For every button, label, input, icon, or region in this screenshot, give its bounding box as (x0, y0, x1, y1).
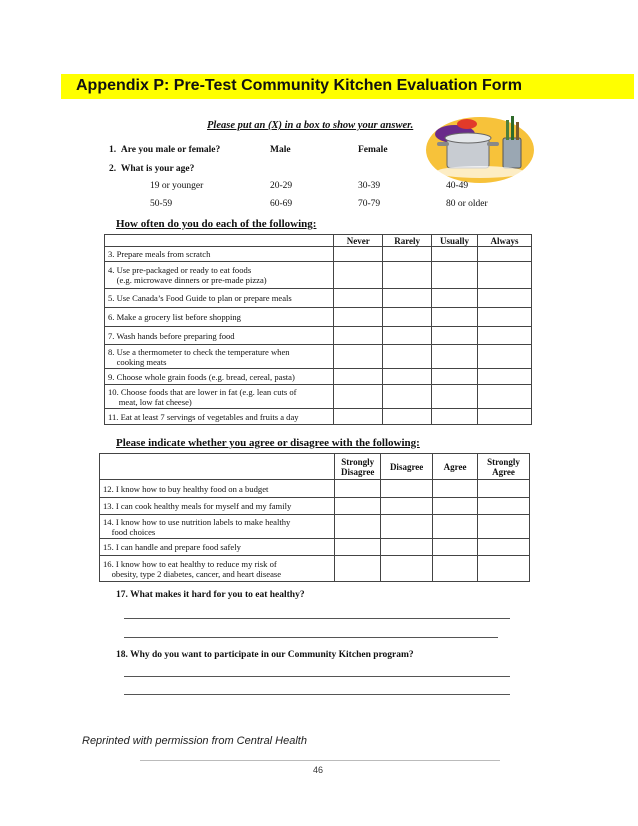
answer-box[interactable] (383, 262, 432, 289)
q2-number: 2. (109, 164, 117, 174)
answer-box[interactable] (432, 369, 478, 385)
table-row (105, 345, 532, 369)
row-text: 14. I know how to use nutrition labels to make healthy food choices (100, 515, 335, 539)
answer-box[interactable] (334, 247, 383, 262)
answer-box[interactable] (478, 247, 532, 262)
table-row (100, 515, 530, 539)
row-text: 6. Make a grocery list before shopping (105, 308, 334, 327)
col-header: Always (478, 235, 532, 247)
answer-box[interactable] (381, 539, 433, 556)
row-text: 8. Use a thermometer to check the temperature when cooking meats (105, 345, 334, 369)
answer-box[interactable] (433, 480, 478, 498)
answer-box[interactable] (335, 515, 381, 539)
answer-box[interactable] (478, 289, 532, 308)
answer-box[interactable] (383, 369, 432, 385)
answer-line[interactable] (124, 676, 510, 677)
answer-box[interactable] (432, 345, 478, 369)
option-male[interactable]: Male (270, 145, 291, 155)
answer-box[interactable] (383, 247, 432, 262)
page-title: Appendix P: Pre-Test Community Kitchen Evaluation Form (76, 77, 522, 94)
answer-box[interactable] (383, 327, 432, 345)
answer-box[interactable] (334, 308, 383, 327)
answer-line[interactable] (124, 694, 510, 695)
age-option[interactable]: 30-39 (358, 181, 381, 191)
row-text: 7. Wash hands before preparing food (105, 327, 334, 345)
empty-header (100, 454, 335, 480)
answer-box[interactable] (478, 385, 532, 409)
answer-line[interactable] (124, 618, 510, 619)
answer-box[interactable] (478, 556, 530, 582)
table-row (100, 498, 530, 515)
q1-text: Are you male or female? (120, 145, 221, 155)
agreement-table (99, 453, 530, 582)
answer-box[interactable] (478, 262, 532, 289)
row-text: 4. Use pre-packaged or ready to eat foods (e.g. microwave dinners or pre-made pizza) (105, 262, 334, 289)
answer-box[interactable] (334, 289, 383, 308)
answer-box[interactable] (381, 515, 433, 539)
question-2 (109, 164, 194, 174)
col-header: Usually (432, 235, 478, 247)
table-row (105, 247, 532, 262)
answer-box[interactable] (381, 480, 433, 498)
answer-box[interactable] (478, 539, 530, 556)
answer-box[interactable] (478, 327, 532, 345)
answer-box[interactable] (334, 327, 383, 345)
col-header: Rarely (383, 235, 432, 247)
answer-box[interactable] (433, 556, 478, 582)
age-option[interactable]: 40-49 (446, 181, 469, 191)
q2-text: What is your age? (120, 164, 195, 174)
col-header: Agree (433, 454, 478, 480)
frequency-header-row (105, 235, 532, 247)
question-1 (109, 145, 220, 155)
answer-box[interactable] (432, 327, 478, 345)
footer-divider (140, 760, 500, 761)
col-header: Strongly Disagree (335, 454, 381, 480)
answer-box[interactable] (478, 515, 530, 539)
table-row (105, 369, 532, 385)
answer-box[interactable] (381, 498, 433, 515)
answer-box[interactable] (478, 369, 532, 385)
table-row (105, 409, 532, 425)
answer-box[interactable] (334, 409, 383, 425)
empty-header (105, 235, 334, 247)
answer-box[interactable] (335, 498, 381, 515)
answer-box[interactable] (383, 308, 432, 327)
row-text: 13. I can cook healthy meals for myself and my family (100, 498, 335, 515)
table-row (105, 289, 532, 308)
answer-box[interactable] (383, 345, 432, 369)
table-row (105, 308, 532, 327)
table-row (100, 556, 530, 582)
agreement-heading: Please indicate whether you agree or disagree with the following: (116, 437, 420, 449)
answer-box[interactable] (335, 480, 381, 498)
row-text: 9. Choose whole grain foods (e.g. bread, cereal, pasta) (105, 369, 334, 385)
answer-box[interactable] (432, 385, 478, 409)
row-text: 5. Use Canada’s Food Guide to plan or prepare meals (105, 289, 334, 308)
question-18: 18. Why do you want to participate in our Community Kitchen program? (116, 650, 414, 660)
age-option[interactable]: 20-29 (270, 181, 293, 191)
reprint-note: Reprinted with permission from Central Health (82, 735, 307, 747)
answer-box[interactable] (433, 498, 478, 515)
answer-line[interactable] (124, 637, 498, 638)
kitchen-pot-illustration (425, 112, 535, 184)
answer-box[interactable] (432, 409, 478, 425)
col-header: Never (334, 235, 383, 247)
answer-box[interactable] (334, 262, 383, 289)
answer-box[interactable] (478, 498, 530, 515)
answer-box[interactable] (334, 369, 383, 385)
row-text: 15. I can handle and prepare food safely (100, 539, 335, 556)
row-text: 11. Eat at least 7 servings of vegetables and fruits a day (105, 409, 334, 425)
answer-box[interactable] (432, 308, 478, 327)
table-row (105, 262, 532, 289)
answer-box[interactable] (334, 345, 383, 369)
q1-number: 1. (109, 145, 117, 155)
answer-box[interactable] (432, 247, 478, 262)
answer-box[interactable] (433, 515, 478, 539)
answer-box[interactable] (334, 385, 383, 409)
age-option[interactable]: 70-79 (358, 199, 381, 209)
answer-box[interactable] (383, 385, 432, 409)
col-header: Disagree (381, 454, 433, 480)
answer-box[interactable] (383, 289, 432, 308)
answer-box[interactable] (335, 539, 381, 556)
age-option[interactable]: 19 or younger (150, 181, 204, 191)
age-option[interactable]: 50-59 (150, 199, 173, 209)
answer-box[interactable] (381, 556, 433, 582)
answer-box[interactable] (433, 539, 478, 556)
option-female[interactable]: Female (358, 145, 388, 155)
answer-box[interactable] (432, 289, 478, 308)
answer-box[interactable] (383, 409, 432, 425)
col-header: Strongly Agree (478, 454, 530, 480)
answer-box[interactable] (478, 345, 532, 369)
table-row (105, 327, 532, 345)
row-text: 3. Prepare meals from scratch (105, 247, 334, 262)
age-option[interactable]: 60-69 (270, 199, 293, 209)
answer-box[interactable] (335, 556, 381, 582)
row-text: 16. I know how to eat healthy to reduce my risk of obesity, type 2 diabetes, cancer, and heart disease (100, 556, 335, 582)
table-row (105, 385, 532, 409)
question-17: 17. What makes it hard for you to eat healthy? (116, 590, 305, 600)
instruction-text: Please put an (X) in a box to show your answer. (207, 120, 414, 131)
answer-box[interactable] (432, 262, 478, 289)
page-number: 46 (313, 765, 324, 775)
frequency-heading: How often do you do each of the following: (116, 218, 317, 230)
table-row (100, 539, 530, 556)
answer-box[interactable] (478, 480, 530, 498)
age-option[interactable]: 80 or older (446, 199, 488, 209)
agreement-header-row (100, 454, 530, 480)
frequency-table (104, 234, 532, 425)
row-text: 10. Choose foods that are lower in fat (e.g. lean cuts of meat, low fat cheese) (105, 385, 334, 409)
table-row (100, 480, 530, 498)
answer-box[interactable] (478, 409, 532, 425)
answer-box[interactable] (478, 308, 532, 327)
row-text: 12. I know how to buy healthy food on a budget (100, 480, 335, 498)
